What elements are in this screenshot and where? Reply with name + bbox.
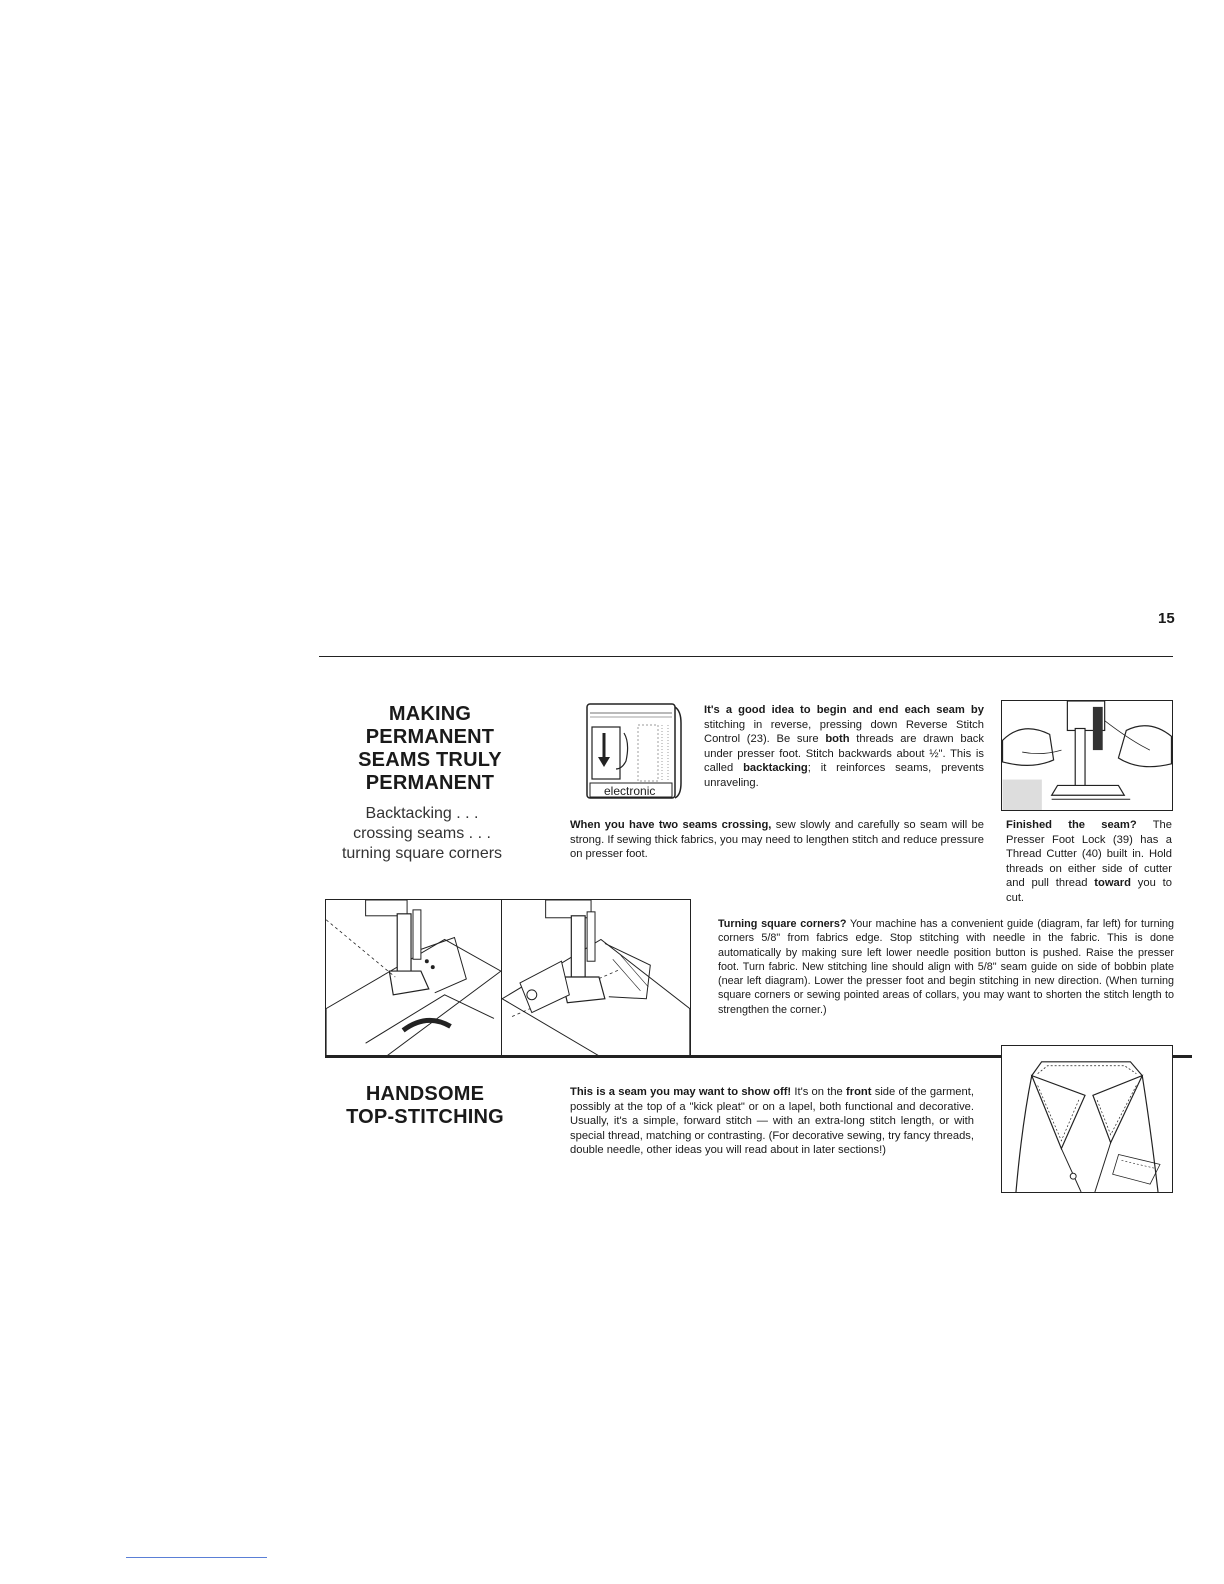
top-stitched-collar-illustration <box>1001 1045 1173 1193</box>
title-line: SEAMS TRULY <box>358 749 502 771</box>
backtack-paragraph: It's a good idea to begin and end each seam by stitching in reverse, pressing down Reverse Stitch Control (23). Be sure both threads are drawn back under presser foot. Stitch backwards about ½". This is called backtacking; it reinforces seams, prevents unraveling. <box>704 704 984 789</box>
bottom-rule <box>126 1557 267 1558</box>
reverse-stitch-panel-illustration <box>586 703 682 801</box>
title-line: PERMANENT <box>365 772 495 794</box>
section-subtitle <box>320 804 524 864</box>
crossing-seams-paragraph: When you have two seams crossing, sew slowly and carefully so seam will be strong. If sewing thick fabrics, you may need to lengthen stitch and reduce pressure on presser foot. <box>570 819 984 861</box>
section-divider <box>325 1055 1001 1058</box>
section-title-permanent-seams <box>330 703 530 795</box>
corner-guide-diagram-left <box>325 899 502 1058</box>
finished-seam-paragraph: Finished the seam? The Presser Foot Lock (39) has a Thread Cutter (40) built in. Hold threads on either side of cutter and pull thread toward you to cut. <box>1006 819 1172 904</box>
subtitle-line: turning square corners <box>341 845 503 862</box>
title-line: HANDSOME <box>365 1083 485 1105</box>
corner-guide-diagram-right <box>501 899 691 1058</box>
title-line: PERMANENT <box>365 726 495 748</box>
section-divider-end <box>1172 1055 1192 1058</box>
subtitle-line: crossing seams . . . <box>353 825 491 842</box>
page-number: 15 <box>1158 610 1175 627</box>
electronic-label: electronic <box>604 784 656 798</box>
subtitle-line: Backtacking . . . <box>365 805 479 822</box>
top-divider <box>319 656 1173 657</box>
thread-cutter-illustration <box>1001 700 1173 811</box>
section-title-top-stitching <box>325 1083 525 1129</box>
title-line: MAKING <box>388 703 472 725</box>
turning-corners-paragraph: Turning square corners? Your machine has a convenient guide (diagram, far left) for turning corners 5/8" from fabrics edge. Stop stitching with needle in the fabric. This is done automatically by making sure left lower needle position button is pushed. Raise the presser foot. Turn fabric. New stitching line should align with 5/8" seam guide on side of bobbin plate (near left diagram). Lower the presser foot and begin stitching in new direction. (When turning square corners or sewing pointed areas of collars, you may want to shorten the stitch length to strengthen the corner.) <box>718 918 1174 1016</box>
top-stitching-paragraph: This is a seam you may want to show off! It's on the front side of the garment, possibly at the top of a "kick pleat" or on a lapel, both functional and decorative. Usually, it's a simple, forward stitch — with an extra-long stitch length, or with special thread, matching or contrasting. (For decorative sewing, try fancy threads, double needle, other ideas you will read about in later sections!) <box>570 1086 974 1157</box>
title-line: TOP-STITCHING <box>346 1106 504 1128</box>
backtack-lead: It's a good idea to begin and end each seam by <box>704 704 984 716</box>
